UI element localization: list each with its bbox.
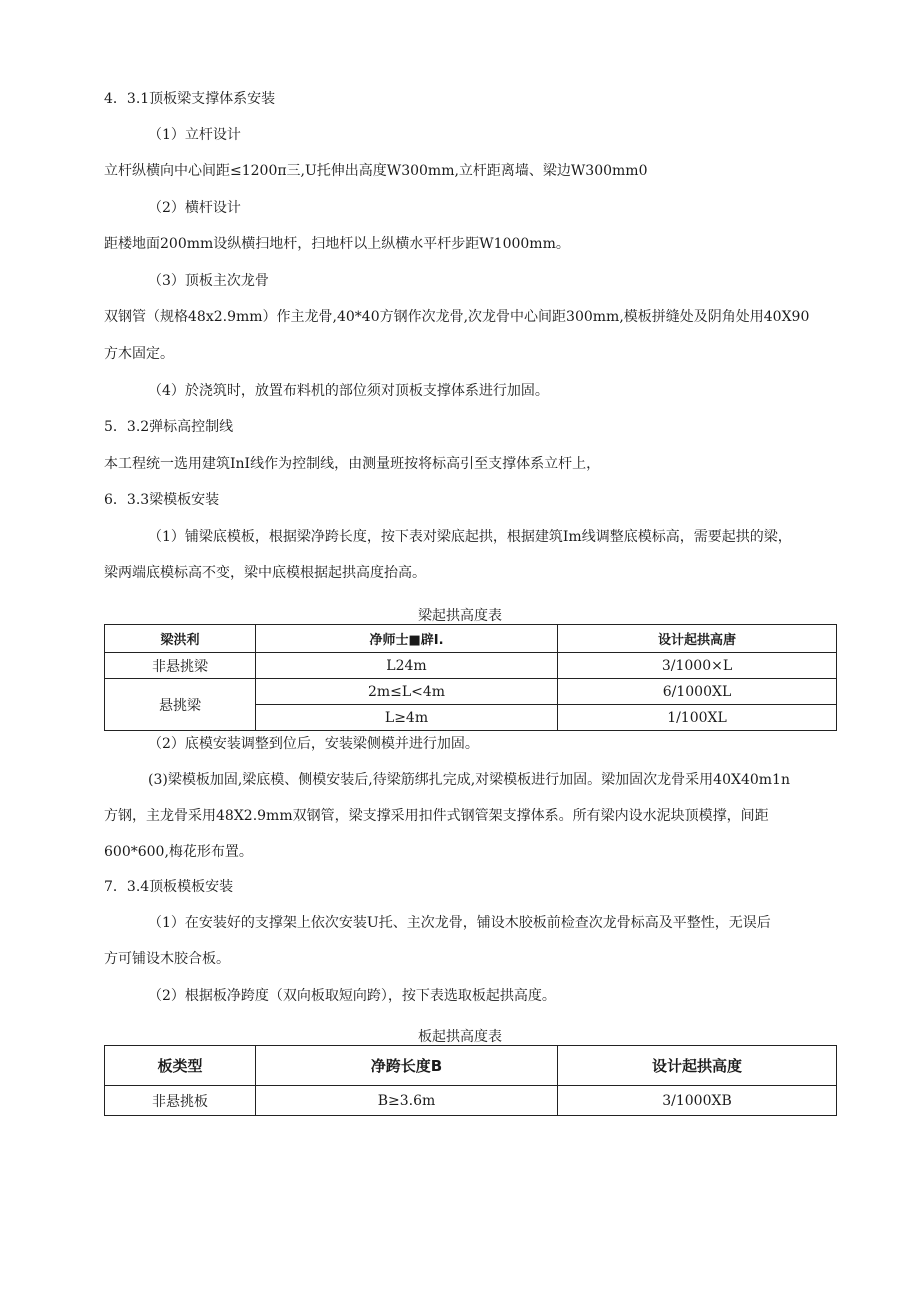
table-cell: L24m	[256, 653, 558, 679]
paragraph: （1）铺梁底模板，根据梁净跨长度，按下表对梁底起拱，根据建筑Im线调整底模标高，需要起拱的梁，	[148, 529, 792, 545]
subsection-title: （3）顶板主次龙骨	[148, 273, 269, 289]
table-cell: 悬挑梁	[105, 679, 256, 731]
table-header: 净跨长度B	[256, 1046, 558, 1086]
table-header: 梁洪利	[105, 625, 256, 653]
beam-camber-table	[104, 624, 837, 731]
table-cell: 3/1000×L	[558, 653, 837, 679]
paragraph: 距楼地面200mm设纵横扫地杆，扫地杆以上纵横水平杆步距W1000mm。	[104, 236, 570, 252]
table2-caption: 板起拱高度表	[418, 1029, 502, 1045]
paragraph: （4）於浇筑时，放置布料机的部位须对顶板支撑体系进行加固。	[148, 383, 549, 399]
table-header: 设计起拱高唐	[558, 625, 837, 653]
section-7-title: 7．3.4顶板模板安装	[104, 879, 234, 895]
table-header: 设计起拱高度	[558, 1046, 837, 1086]
paragraph: 方可铺设木胶合板。	[104, 951, 230, 967]
paragraph: 600*600,梅花形布置。	[104, 844, 253, 860]
paragraph: 方木固定。	[104, 346, 174, 362]
table-cell: 2m≤L<4m	[256, 679, 558, 705]
section-5-title: 5．3.2弹标高控制线	[104, 419, 234, 435]
table-row	[105, 679, 837, 705]
section-4-title: 4．3.1顶板梁支撑体系安装	[104, 91, 276, 107]
table-cell: 1/100XL	[558, 705, 837, 731]
paragraph: 双钢管（规格48x2.9mm）作主龙骨,40*40方钢作次龙骨,次龙骨中心间距300mm,模板拼缝处及阴角处用40X90	[104, 309, 810, 325]
table-cell: L≥4m	[256, 705, 558, 731]
table-row	[105, 653, 837, 679]
paragraph: （2）根据板净跨度（双向板取短向跨），按下表选取板起拱高度。	[148, 988, 556, 1004]
table-cell: 6/1000XL	[558, 679, 837, 705]
paragraph: (3)梁模板加固,梁底模、侧模安装后,待梁筋绑扎完成,对梁模板进行加固。梁加固次龙骨采用40X40m1n	[148, 772, 790, 788]
slab-camber-table	[104, 1045, 837, 1116]
paragraph: （2）底模安装调整到位后，安装梁侧模并进行加固。	[148, 736, 479, 752]
paragraph: 本工程统一选用建筑InI线作为控制线，由测量班按将标高引至支撑体系立杆上，	[104, 456, 601, 472]
subsection-title: （2）横杆设计	[148, 200, 241, 216]
table-header: 板类型	[105, 1046, 256, 1086]
paragraph: 梁两端底模标高不变，梁中底模根据起拱高度抬高。	[104, 565, 426, 581]
table-cell: 3/1000XB	[558, 1086, 837, 1116]
section-6-title: 6．3.3梁模板安装	[104, 492, 220, 508]
subsection-title: （1）立杆设计	[148, 127, 241, 143]
table1-caption: 梁起拱高度表	[418, 608, 502, 624]
table-row	[105, 1086, 837, 1116]
table-header: 净师士■辟I.	[256, 625, 558, 653]
paragraph: 方钢，主龙骨采用48X2.9mm双钢管，梁支撑采用扣件式钢管架支撑体系。所有梁内设水泥块顶模撑，间距	[104, 808, 769, 824]
paragraph: 立杆纵横向中心间距≤1200π三,U托伸出高度W300mm,立杆距离墙、梁边W300mm0	[104, 163, 648, 179]
table-cell: 非悬挑梁	[105, 653, 256, 679]
table-cell: 非悬挑板	[105, 1086, 256, 1116]
table-cell: B≥3.6m	[256, 1086, 558, 1116]
paragraph: （1）在安装好的支撑架上依次安装U托、主次龙骨，铺设木胶板前检查次龙骨标高及平整性，无误后	[148, 915, 771, 931]
